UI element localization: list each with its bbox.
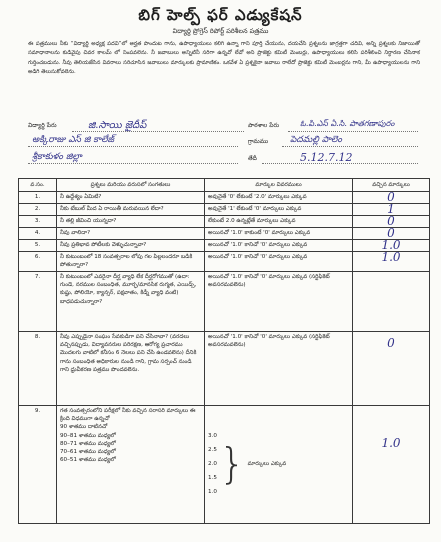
row-mark-cell[interactable]	[353, 406, 430, 524]
table-row	[19, 240, 430, 252]
row-number: 1.	[19, 192, 57, 204]
school-name-label: పాఠశాల పేరు	[248, 122, 280, 129]
table-row	[19, 332, 430, 406]
row-question: నీ కుటుంబంలో 18 సంవత్సరాల లోపు గల పిల్లలందరూ బడికి పోతున్నారా?	[57, 252, 205, 272]
header-obtained-marks: వచ్చిన మార్కులు	[353, 179, 430, 192]
address-value[interactable]: అక్కిరాజు ఎస్ జి కాలేజ్	[32, 135, 115, 145]
row-criteria: అవునైతే '1' లేకుంటే '0' మార్కులు ఎక్కువ	[205, 204, 353, 216]
grade-value: 2.0	[208, 461, 217, 467]
row-question: నీ ఉద్దేశ్యం ఏమిటి?	[57, 192, 205, 204]
village-label: గ్రామము	[248, 138, 269, 145]
row-mark: 1	[387, 202, 395, 216]
row-criteria: అయినచో '1.0' కానిచో '0' మార్కులు ఎక్కువ (సర్టిఫికెట్ అవసరమవలెను)	[205, 332, 353, 406]
row-criteria: మార్కులు ఎక్కువ	[247, 460, 287, 467]
row-mark: 0	[387, 336, 395, 350]
grade-band: 60–51 శాతము మధ్యలో	[60, 457, 116, 464]
row-criteria: అవునైతే '0' లేకుంటే '2.0' మార్కులు ఎక్కువ	[205, 192, 353, 204]
form-subtitle: విద్యార్థి ప్రోగ్రెస్ రిపోర్ట్ పరిశీలన పత్రము	[172, 27, 269, 35]
brace-symbol: }	[218, 439, 246, 488]
grade-values	[208, 429, 217, 499]
row-criteria: లేకుంటే 2.0 ఉన్నట్లేతే మార్కులు ఎక్కువ	[205, 216, 353, 228]
table-row	[19, 228, 430, 240]
student-name-value[interactable]: జి.సాయి జైదీప్	[88, 120, 147, 131]
row-mark-cell[interactable]	[353, 332, 430, 406]
header-questions: ప్రశ్నలు మరియు వరుసలో సంగతులు	[57, 179, 205, 192]
row-number: 9.	[19, 406, 57, 524]
form-title: బిగ్ హెల్ప్ ఫర్ ఎడ్యుకేషన్	[138, 6, 303, 24]
district-value[interactable]: శ్రీకాకుళం జిల్లా	[32, 152, 82, 162]
evaluation-table	[18, 178, 430, 524]
row-criteria: అయినచో '1.0' కానిచో '0' మార్కులు ఎక్కువ (సర్టిఫికెట్ అవసరమవలెను)	[205, 272, 353, 332]
table-row	[19, 204, 430, 216]
grade-value: 1.5	[208, 475, 217, 481]
row-question: నీవు వాలిదా?	[57, 228, 205, 240]
grade-value: 3.0	[208, 433, 217, 439]
row-mark: 1.0	[381, 238, 401, 252]
village-value[interactable]: పెదమల్లి పాలెం	[290, 135, 342, 145]
date-label: తేదీ	[248, 155, 257, 162]
row-question: నీవు ఎప్పుడైనా సంఘం సేవకుడిగా పని చేసినావా? (వరదలు వచ్చినప్పుడు, విద్యావనరుల పరిరక్షణ, ఆరోగ్య ప్రచారము మొదలగు వాటిలో కనీసం 6 నెలలు పని చేసి ఉండవలెను) దీనికి గాను సంబంధిత అధికారుల నుండి గాని, గ్రామ సర్పంచ్ నుండి గాని ధ్రువీకరణ పత్రము పొందవలెను.	[57, 332, 205, 406]
header-criteria: మార్కుల వివరములు	[205, 179, 353, 192]
table-header-row	[19, 179, 430, 192]
header-serial: వ.సం.	[19, 179, 57, 192]
row-criteria-cell	[205, 406, 353, 524]
school-name-line	[288, 131, 418, 132]
row-mark: 1.0	[381, 436, 401, 450]
row-number: 5.	[19, 240, 57, 252]
row-number: 8.	[19, 332, 57, 406]
grade-band: 90–81 శాతము మధ్యలో	[60, 432, 116, 439]
row-question: నీ తల్లి జీవించి యున్నదా?	[57, 216, 205, 228]
row-mark-cell[interactable]	[353, 252, 430, 272]
student-name-label: విద్యార్థి పేరు	[28, 122, 57, 129]
row-mark: 0	[387, 214, 395, 228]
row-criteria: అయినచో '1.0' కానిచో '0' మార్కులు ఎక్కువ	[205, 252, 353, 272]
table-row	[19, 192, 430, 204]
table-row	[19, 272, 430, 332]
grade-values-group	[208, 429, 349, 499]
date-value[interactable]: 5.12.7.12	[300, 151, 353, 164]
row-number: 3.	[19, 216, 57, 228]
row-question: నీకు టేబుల్ మీద ఏ రాయితీ మరువయిన లేదా?	[57, 204, 205, 216]
grade-band: 70–61 శాతము మధ్యలో	[60, 449, 116, 456]
row-mark-cell[interactable]	[353, 272, 430, 332]
row-criteria: అయినచో '1.0' కాకుంటే '0' మార్కులు ఎక్కువ	[205, 228, 353, 240]
row-number: 4.	[19, 228, 57, 240]
row-mark: 0	[387, 190, 395, 204]
row-number: 7.	[19, 272, 57, 332]
table-row	[19, 216, 430, 228]
school-name-value[interactable]: ఓ.పి.ఎస్ ఏ.సి. పాతగణాపురం	[300, 119, 395, 128]
row-mark: 0	[387, 226, 395, 240]
row-question: గత సంవత్సరంలోని పరీక్షలో నీకు వచ్చిన సరాసరి మార్కులు ఈ క్రింది విధముగా ఉన్నచో	[60, 408, 196, 423]
grade-value: 2.5	[208, 447, 217, 453]
instructions-paragraph: ఈ పత్రములు నీకు “విద్యార్థి అధ్యక్ష పదవి”లో అర్హత పొందుట గాను, ఉపాధ్యాయులు కలిగి ఉన్నా గాని పూర్తి చేయును, దయచేసి ప్రశ్నలను జాగ్రత్తగా చదివి, అన్ని ప్రశ్నలకు నిజాయితో సమాధానాలను కుడివైపు చివర కాలమ్ లో నింపవలెను. నీ జవాబులు అన్నిటినీ సరిగా ఉన్నవో లేవో అని ప్రాజెక్టు కమిటీ మెంబర్లు, ఉపాధ్యాయులు కలిసి పరిశీలించి నిర్ధారణ చేసినాక గుర్తించబడును. నీవు తెలియజేసిన వివరాలు సరిచూసిన జవాబులు మార్కులకు ప్రామాణికం. ఒకవేళ ఏ ప్రశ్నకైనా జవాబు రాలేదో ప్రాజెక్టు కమిటీ మెంబర్లను గాని, మీ ఉపాధ్యాయులను గాని అడిగి తెలుసుకోవలెను.	[28, 41, 420, 75]
table-row	[19, 406, 430, 524]
table-row	[19, 252, 430, 272]
row-number: 2.	[19, 204, 57, 216]
row-question: నీవు ప్రతిభావ పోటీలకు వెళ్ళుచున్నావా?	[57, 240, 205, 252]
row-mark: 1.0	[381, 250, 401, 264]
grade-band: 90 శాతము దాటినచో	[60, 424, 108, 431]
row-question-with-grades	[57, 406, 205, 524]
row-number: 6.	[19, 252, 57, 272]
row-question: నీ కుటుంబంలో ఎవరైనా దీర్ఘ వ్యాధి లేక దీర్ఘరోగముతో (ఉదా: గుండె, నరముల సంబంధిత, మూర్ఛ/మానసిక రుగ్మత, ఎయిడ్స్, కుష్టు, పోలియో, క్యాన్సర్, పక్షవాతం, కిడ్నీ వ్యాధి వంటి) బాధపడుచున్నారా?	[57, 272, 205, 332]
grade-value: 1.0	[208, 489, 217, 495]
row-criteria: అయినచో '1.0' కానిచో '0' మార్కులు ఎక్కువ	[205, 240, 353, 252]
grade-band: 80–71 శాతము మధ్యలో	[60, 440, 116, 447]
